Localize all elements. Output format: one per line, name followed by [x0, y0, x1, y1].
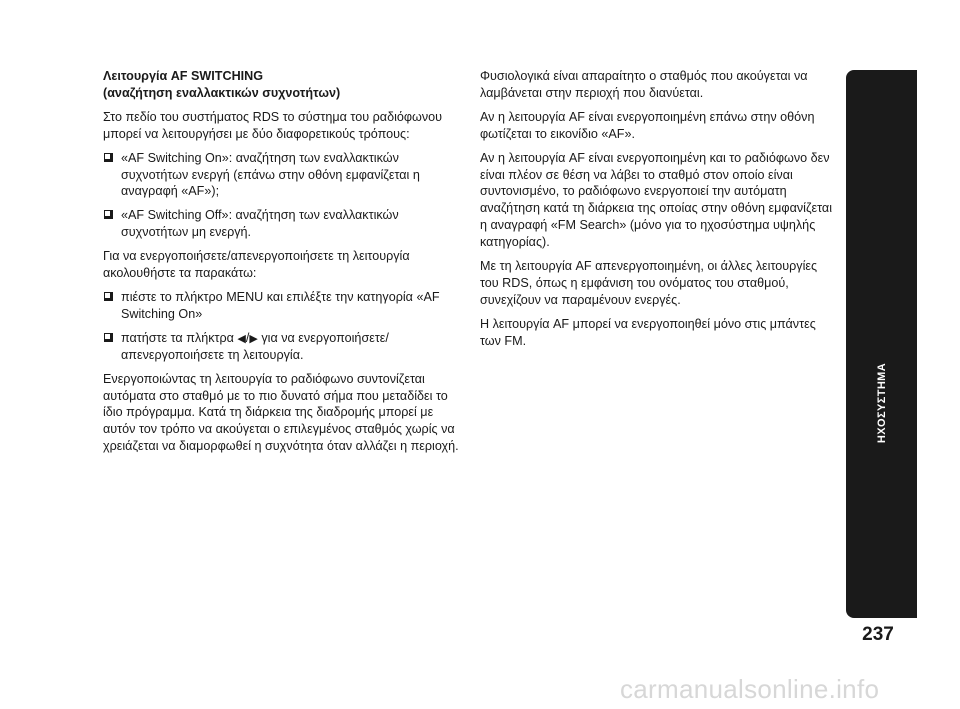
- checkbox-bullet-icon: [104, 333, 113, 342]
- right-paragraph-1: Φυσιολογικά είναι απαραίτητο ο σταθμός που ακούγεται να λαμβάνεται στην περιοχή που διανύεται.: [480, 69, 808, 100]
- section-title: [103, 68, 461, 102]
- right-paragraph-5: Η λειτουργία AF μπορεί να ενεργοποιηθεί μόνο στις μπάντες των FM.: [480, 316, 816, 348]
- left-column: [103, 68, 461, 462]
- step1-text: πιέστε το πλήκτρο MENU και επιλέξτε την κατηγορία «AF Switching On»: [121, 289, 440, 321]
- bullet-item: [103, 150, 461, 201]
- chapter-tab-label: ΗΧΟΣΥΣΤΗΜΑ: [875, 362, 888, 444]
- section-title-line2: (αναζήτηση εναλλακτικών συχνοτήτων): [103, 85, 341, 100]
- chapter-side-tab: [846, 70, 917, 618]
- checkbox-bullet-icon: [104, 153, 113, 162]
- bullet-item: [103, 289, 461, 323]
- checkbox-bullet-icon: [104, 210, 113, 219]
- step2-suffix: για να ενεργοποιήσετε/απενεργοποιήσετε τη λειτουργία.: [121, 330, 389, 362]
- watermark: carmanualsonline.info: [620, 674, 880, 704]
- intro-paragraph: Στο πεδίο του συστήματος RDS το σύστημα του ραδιόφωνου μπορεί να λειτουργήσει με δύο διαφορετικούς τρόπους:: [103, 109, 443, 141]
- instructions-intro: Για να ενεργοποιήσετε/απενεργοποιήσετε τη λειτουργία ακολουθήστε τα παρακάτω:: [103, 249, 410, 281]
- section-title-line1: Λειτουργία AF SWITCHING: [103, 69, 264, 83]
- bullet-item: [103, 330, 461, 364]
- bullet-text: «AF Switching Off»: αναζήτηση των εναλλακτικών συχνοτήτων μη ενεργή.: [121, 208, 399, 240]
- step2-prefix: πατήστε τα πλήκτρα: [121, 330, 234, 345]
- right-paragraph-3: Αν η λειτουργία AF είναι ενεργοποιημένη και το ραδιόφωνο δεν είναι πλέον σε θέση να λάβει το σταθμό στον οποίο είναι συντονισμένο, το ραδιόφωνο ενεργοποιεί την αυτόματη αναζήτηση κατά τη διάρκεια της οποίας στην οθόνη εμφανίζεται η αναγραφή «FM Search» (μόνο για το ηχοσύστημα υψηλής κατηγορίας).: [480, 150, 833, 250]
- step2-separator: /: [245, 330, 250, 345]
- checkbox-bullet-icon: [104, 292, 113, 301]
- right-paragraph-4: Με τη λειτουργία AF απενεργοποιημένη, οι άλλες λειτουργίες του RDS, όπως η εμφάνιση του ονόματος του σταθμού, συνεχίζουν να παραμένουν ενεργές.: [480, 259, 818, 307]
- page-number: 237: [862, 624, 894, 645]
- right-paragraph-2: Αν η λειτουργία AF είναι ενεργοποιημένη επάνω στην οθόνη φωτίζεται το εικονίδιο «AF».: [480, 109, 815, 141]
- triangle-right-icon: ▶: [249, 332, 258, 345]
- right-column: [480, 68, 835, 357]
- bullet-text: «AF Switching On»: αναζήτηση των εναλλακτικών συχνοτήτων ενεργή (επάνω στην οθόνη εμφανίζεται η αναγραφή «AF»);: [121, 150, 420, 199]
- closing-paragraph: Ενεργοποιώντας τη λειτουργία το ραδιόφωνο συντονίζεται αυτόματα στο σταθμό με το πιο δυνατό σήμα που μεταδίδει το ίδιο πρόγραμμα. Κατά τη διάρκεια της διαδρομής μπορεί με αυτόν τον τρόπο να ακούγεται ο επιλεγμένος σταθμός χωρίς να χρειάζεται να διαμορφωθεί η συχνότητα όταν αλλάζει η περιοχή.: [103, 371, 459, 454]
- bullet-item: [103, 207, 461, 241]
- triangle-left-icon: ◀: [237, 332, 246, 345]
